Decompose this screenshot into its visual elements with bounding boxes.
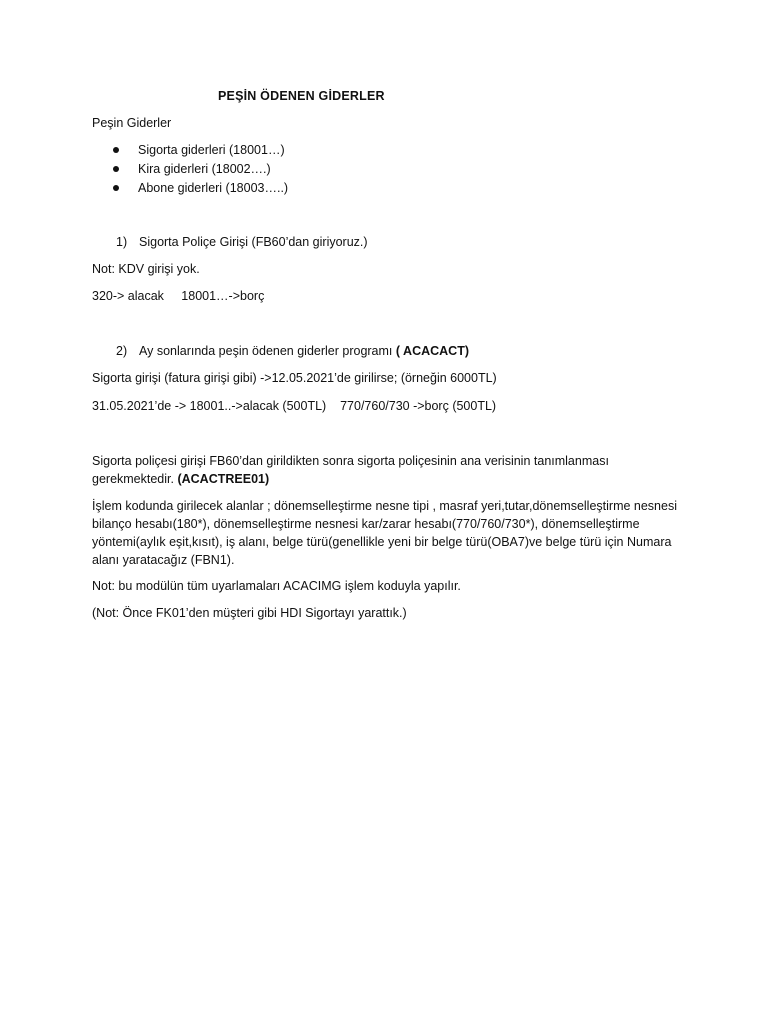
numbered-item-1: [116, 234, 368, 251]
paragraph: Sigorta poliçesi girişi FB60’dan girildikten sonra sigorta poliçesinin ana verisinin tanımlanması gerekmektedir. (ACACTREE01): [92, 454, 609, 486]
bullet-icon: [113, 185, 119, 191]
numbered-item-2: [116, 343, 469, 360]
code-label: (ACACTREE01): [177, 472, 270, 486]
text-line: Sigorta girişi (fatura girişi gibi) ->12.05.2021’de girilirse; (örneğin 6000TL): [92, 371, 497, 385]
item-number: 2): [116, 344, 128, 358]
section-heading: Peşin Giderler: [92, 116, 172, 130]
list-item: Abone giderleri (18003…..): [113, 179, 288, 198]
text-line: 31.05.2021’de -> 18001..->alacak (500TL) 770/760/730 ->borç (500TL): [92, 399, 497, 413]
item-number: 1): [116, 235, 128, 249]
bullet-list: [113, 141, 288, 198]
item-text: Sigorta Poliçe Girişi (FB60’dan giriyoruz.): [139, 235, 368, 249]
entry-line: 320-> alacak 18001…->borç: [92, 289, 265, 303]
note-line: Not: bu modülün tüm uyarlamaları ACACIMG işlem koduyla yapılır.: [92, 579, 461, 593]
item-text: Ay sonlarında peşin ödenen giderler programı: [139, 344, 396, 358]
note-line: (Not: Önce FK01’den müşteri gibi HDI Sigortayı yarattık.): [92, 606, 407, 620]
bullet-icon: [113, 147, 119, 153]
item-code: ( ACACACT): [395, 344, 470, 358]
paragraph: İşlem kodunda girilecek alanlar ; dönemselleştirme nesne tipi , masraf yeri,tutar,dönemselleştirme nesnesi bilanço hesabı(180*), dönemselleştirme nesnesi kar/zarar hesabı(770/760/730*), dönemselleştirme yöntemi(aylık eşit,kısıt), iş alanı, belge türü(genellikle yeni bir belge türü(OBA7)ve belge türü için Numara alanı yaratacağız (FBN1).: [92, 499, 677, 567]
bullet-icon: [113, 166, 119, 172]
page-title: PEŞİN ÖDENEN GİDERLER: [218, 89, 385, 103]
list-item: Sigorta giderleri (18001…): [113, 141, 288, 160]
list-item: Kira giderleri (18002….): [113, 160, 288, 179]
note-line: Not: KDV girişi yok.: [92, 262, 200, 276]
